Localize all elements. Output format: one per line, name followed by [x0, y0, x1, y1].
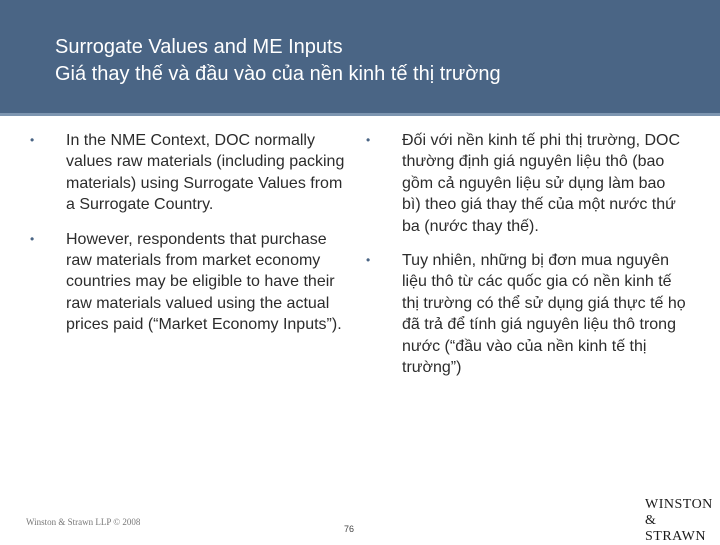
bullet-text: However, respondents that purchase raw materials from market economy countries may be eligible to have their raw materials valued using the actual prices paid (“Market Economy Inputs”).	[66, 230, 342, 334]
bullet-text: In the NME Context, DOC normally values raw materials (including packing materials) using Surrogate Values from a Surrogate Country.	[66, 132, 345, 214]
vietnamese-bullet-item	[366, 250, 686, 378]
bullet-text: Tuy nhiên, những bị đơn mua nguyên liệu thô từ các quốc gia có nền kinh tế thị trường có thể sử dụng giá thực tế họ đã trả để tính giá nguyên liệu thô trong nước (“đầu vào của nền kinh tế thị trường”)	[402, 252, 686, 377]
bullet-text: Đối với nền kinh tế phi thị trường, DOC thường định giá nguyên liệu thô (bao gồm cả nguyên liệu sử dụng làm bao bì) theo giá thay thế của một nước thứ ba (nước thay thế).	[402, 132, 681, 235]
winston-strawn-logo	[645, 497, 717, 545]
logo-line-1: WINSTON	[645, 497, 713, 512]
vietnamese-bullet-list	[366, 130, 686, 378]
slide-title	[55, 34, 501, 88]
bullet-icon: •	[30, 231, 35, 246]
slide-title-vietnamese: Giá thay thế và đầu vào của nền kinh tế thị trường	[55, 63, 501, 85]
english-bullet-list	[30, 130, 350, 336]
bullet-icon: •	[366, 253, 371, 268]
english-bullet-item	[30, 229, 350, 336]
page-number: 76	[344, 524, 355, 534]
english-bullet-item	[30, 130, 350, 216]
bullet-icon: •	[30, 133, 35, 147]
vietnamese-bullet-item	[366, 130, 686, 237]
title-banner-rule	[0, 113, 720, 116]
vietnamese-column	[366, 130, 686, 391]
english-column	[30, 130, 350, 349]
footer-copyright: Winston & Strawn LLP © 2008	[26, 517, 141, 527]
logo-line-2: & STRAWN	[645, 513, 706, 544]
bullet-icon: •	[366, 133, 371, 147]
slide-title-english: Surrogate Values and ME Inputs	[55, 36, 343, 58]
